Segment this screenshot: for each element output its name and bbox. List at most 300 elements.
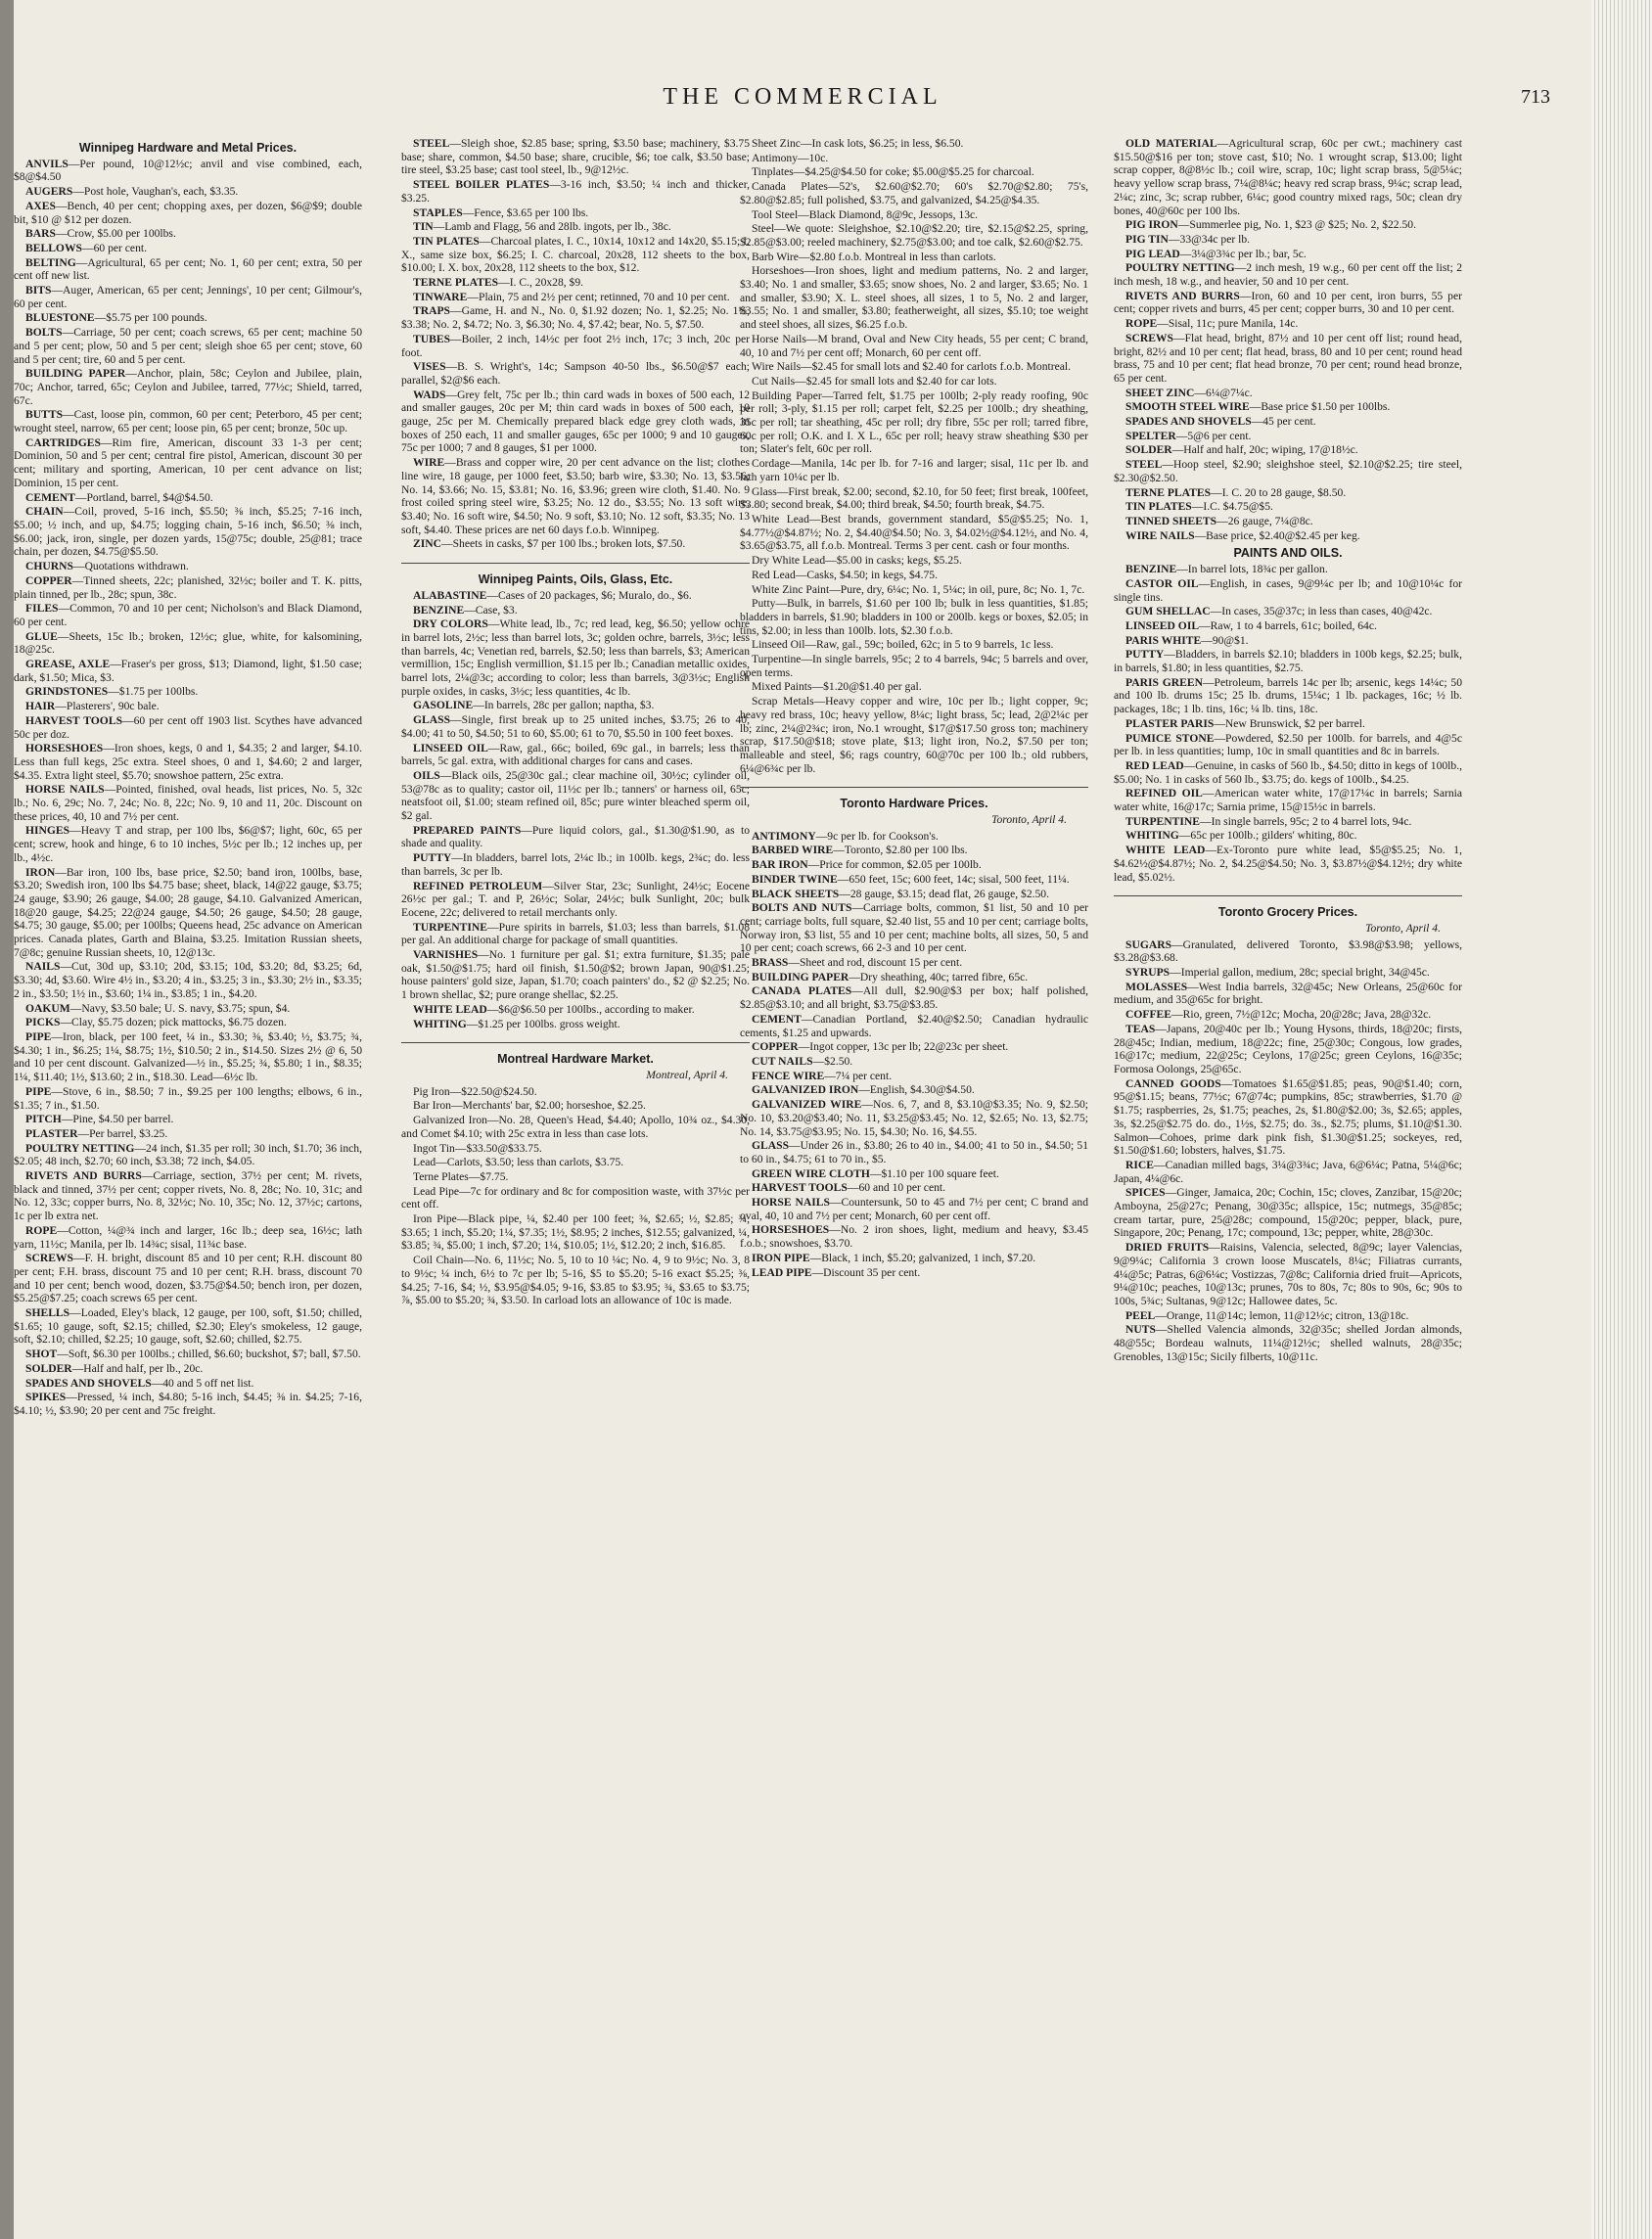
price-details: —Cotton, ¼@¾ inch and larger, 16c lb.; deep sea, 16½c; lath yarn, 11½c; Manila, per lb. 14¾c; sisal, 11¾c base. [14,1223,362,1251]
commodity-name: SPELTER [1125,429,1176,442]
price-entry [740,264,1088,332]
commodity-name: BRASS [752,956,789,970]
price-entry [14,284,362,310]
commodity-name: SPICES [1125,1186,1166,1200]
price-entry [14,256,362,283]
commodity-name: WADS [413,388,446,401]
price-details: —Common, 70 and 10 per cent; Nicholson's and Black Diamond, 60 per cent. [14,602,362,628]
price-entry [401,589,750,603]
commodity-name: PIPE [25,1084,52,1098]
price-entry [740,375,1088,388]
commodity-name: WHITE LEAD [1125,844,1206,857]
price-entry [1114,458,1462,484]
commodity-name: TEAS [1125,1022,1156,1035]
price-entry [401,769,750,823]
price-details: Mixed Paints—$1.20@$1.40 per gal. [752,680,922,694]
section-heading: Winnipeg Hardware and Metal Prices. [78,141,298,155]
commodity-name: BUILDING PAPER [25,367,126,381]
commodity-name: TURPENTINE [413,920,488,934]
price-details: —Bladders, in barrels $2.10; bladders in 100b kegs, $2.25; bulk, in barrels, $1.80; in less quantities, $2.75. [1114,648,1462,675]
price-details: —Grey felt, 75c per lb.; thin card wads in boxes of 500 each, 12 and smaller gauges, 20c per M; thin card wads in boxes of 500 each, 10 gauge, 25c per M. Chemically prepared black edge grey cloth wads, in boxes of 250 each, 11 and smaller gauges, 65c per 1000; 9 and 10 gauges, 75c per 1000; 7 and 8 gauges, $1 per 1000. [401,388,750,455]
price-entry [740,485,1088,512]
price-details: Building Paper—Tarred felt, $1.75 per 100lb; 2-ply ready roofing, 90c per roll; 3-ply, $1.15 per roll; carpet felt, $2.25 per 100lb.; dry sheathing, 35c per roll; tar sheathing, 45c per roll; dry fibre, 55c per roll; tarred fibre, 60c per roll; O.K. and I. X L., 65c per roll; heavy straw sheathing $30 per ton; Slater's felt, 60c per roll. [740,388,1088,456]
price-details: —Pressed, ¼ inch, $4.80; 5-16 inch, $4.45; ⅜ in. $4.25; 7-16, $4.10; ½, $3.90; 20 per cent and 75c freight. [14,1391,362,1417]
commodity-name: ZINC [413,537,441,551]
price-entry [401,388,750,456]
price-details: —Pure spirits in barrels, $1.03; less than barrels, $1.08 per gal. An additional charge for package of small quantities. [401,920,750,947]
commodity-name: STEEL BOILER PLATES [413,178,550,192]
book-binding [0,0,14,2239]
price-details: —60 per cent off 1903 list. Scythes have advanced 50c per doz. [14,713,362,741]
commodity-name: POULTRY NETTING [1125,261,1235,275]
commodity-name: PITCH [25,1113,62,1126]
price-details: —Stove, 6 in., $8.50; 7 in., $9.25 per 100 lengths; elbows, 6 in., $1.35; 7 in., $1.50. [14,1084,362,1112]
commodity-name: SHOT [25,1348,58,1361]
price-entry [1114,1309,1462,1323]
price-entry [14,242,362,255]
price-details: —All dull, $2.90@$3 per box; half polished, $2.85@$3.10; and all bright, $3.75@$3.85. [740,984,1088,1012]
price-details: —Heavy T and strap, per 100 lbs, $6@$7; light, 60c, 65 per cent; screw, hook and hinge, 6 to 10 inches, 5½c per lb.; 12 inches up, per lb., 4½c. [14,824,362,864]
price-details: —Discount 35 per cent. [811,1265,921,1279]
price-details: —Cases of 20 packages, $6; Muralo, do., $6. [486,588,692,602]
commodity-name: IRON [25,865,56,879]
commodity-name: GASOLINE [413,699,474,712]
price-entry [14,1348,362,1361]
price-entry [401,1018,750,1031]
price-details: —Dry sheathing, 40c; tarred fibre, 65c. [849,970,1029,983]
price-entry [401,1085,750,1099]
commodity-name: AXES [25,199,56,212]
price-details: Dry White Lead—$5.00 in casks; kegs, $5.25. [752,554,962,568]
commodity-name: SHELLS [25,1306,70,1320]
commodity-name: OILS [413,768,440,782]
commodity-name: STEEL [1125,458,1163,472]
price-entry [1114,529,1462,543]
price-details: —Bench, 40 per cent; chopping axes, per dozen, $6@$9; double bit, $10 @ $12 per dozen. [14,199,362,226]
price-details: Red Lead—Casks, $4.50; in kegs, $4.75. [752,568,938,581]
commodity-name: RED LEAD [1125,758,1184,772]
commodity-name: SOLDER [25,1361,72,1375]
price-details: Galvanized Iron—No. 28, Queen's Head, $4.40; Apollo, 10¾ oz., $4.30, and Comet $4.10; with 25c extra in less than case lots. [401,1114,750,1140]
price-entry [14,560,362,573]
price-details: —Per pound, 10@12½c; anvil and vise combined, each, $8@$4.50 [14,157,362,184]
price-details: Scrap Metals—Heavy copper and wire, 10c per lb.; light copper, 9c; heavy red brass, 10c; heavy yellow, 8¼c; light brass, 5c; lead, 2@2¼c per lb; zinc, 2¼@2¾c; iron, No.1 wrought, $17@$17.50 gross ton; machinery scrap, $17.50@$18; stove plate, $13; light iron, No.2, $7.50 per ton; malleable and steel, $6; rags country, 60@70c per 100 lb.; old rubbers, 6¼@6¾c per lb. [740,695,1088,775]
price-details: —Half and half, 20c; wiping, 17@18½c. [1171,443,1358,457]
commodity-name: SOLDER [1125,443,1172,457]
commodity-name: SPADES AND SHOVELS [1125,415,1252,429]
price-entry [14,1030,362,1084]
commodity-name: ROPE [25,1223,58,1237]
price-details: —Nos. 6, 7, and 8, $3.10@$3.35; No. 9, $2.50; No. 10, $3.20@$3.40; No. 11, $3.25@$3.45; No. 12, $2.65; No. 13, $2.75; No. 14, $3.75@$3.95; No. 15, $4.30; No. 16, $4.55. [740,1098,1089,1138]
price-details: —Fence, $3.65 per 100 lbs. [462,206,589,219]
price-details: —60 per cent. [82,241,147,254]
price-entry [14,1002,362,1016]
price-details: Canada Plates—52's, $2.60@$2.70; 60's $2.70@$2.80; 75's, $2.80@$2.85; full polished, $3.75, and galvanized, $4.25@$4.35. [740,180,1088,206]
price-entry [1114,966,1462,980]
price-entry [401,1114,750,1140]
price-details: —Sheets, 15c lb.; broken, 12½c; glue, white, for kalsomining, 18@25c. [14,629,362,657]
commodity-name: BENZINE [413,603,465,617]
page-header [14,84,1591,114]
price-details: —White lead, lb., 7c; red lead, keg, $6.50; yellow ochre in barrel lots, 2½c; less than barrel lots, 3c; golden ochre, barrels, 3½c; less than barrels, 4c; Venetian red, barrels, $2.50; less than barrels, $3; American vermillion, 15c; English vermillion, $1.15 per lb.; Canadian metallic oxides, barrel lots, 2¼@3c; according to color; less than barrels, 3@3½c; English purple oxides, in casks, 3½c; less quantities, 4c lb. [401,617,751,698]
commodity-name: NUTS [1125,1323,1156,1337]
price-entry [14,630,362,657]
price-details: —Iron, black, per 100 feet, ¼ in., $3.30; ⅜, $3.40; ½, $3.75; ¾, $4.30; 1 in., $6.25; 1¼, $8.75; 1½, $10.50; 2 in., $14.50. Sizes 2½ @ 6, 50 and 10 per cent discount. Galvanized—½ in., $5.25; ¾, $5.80; 1 in., $8.35; 1¼, $11.40; 1½, $13.60; 2 in., $18.30. Lead—6½c lb. [14,1030,362,1084]
price-entry [14,1127,362,1141]
commodity-name: COPPER [752,1040,799,1054]
price-details: —3¼@3¾c per lb.; bar, 5c. [1179,247,1307,260]
commodity-name: VARNISHES [413,948,479,962]
commodity-name: HORSESHOES [25,742,104,755]
price-entry [740,873,1088,887]
commodity-name: GUM SHELLAC [1125,605,1211,618]
commodity-name: GLASS [752,1139,790,1153]
price-details: —$1.10 per 100 square feet. [869,1166,999,1180]
commodity-name: PIPE [25,1030,52,1043]
commodity-name: BLACK SHEETS [752,887,840,900]
dateline: Montreal, April 4. [646,1069,728,1081]
price-entry [401,235,750,275]
price-entry [740,251,1088,264]
price-entry [14,227,362,241]
price-entry [1114,137,1462,217]
commodity-name: PIG IRON [1125,218,1178,232]
price-entry [14,960,362,1000]
price-entry [740,844,1088,857]
commodity-name: BUILDING PAPER [752,970,849,983]
price-entry [401,333,750,359]
price-entry [14,311,362,325]
price-entry [740,1098,1088,1138]
price-details: —Black oils, 25@30c gal.; clear machine oil, 30½c; cylinder oil, 53@78c as to quality; castor oil, 11½c per lb.; tanners' or harness oil, 65c; neatsfoot oil, $1.00; steam refined oil, 85c; pure winter bleached sperm oil, $2 gal. [401,768,750,823]
price-details: Horse Nails—M brand, Oval and New City heads, 55 per cent; C brand, 40, 10 and 7½ per cent off; Monarch, 60 per cent off. [740,332,1088,359]
price-entry [1114,676,1462,716]
price-entry [740,389,1088,457]
price-entry [1114,515,1462,528]
price-entry [740,858,1088,872]
price-details: —Tomatoes $1.65@$1.85; peas, 90@$1.40; corn, 95@$1.15; beans, 77½c; 67@74c; pumpkins, 85c; strawberries, $1.70 @ $1.75; raspberries, 2s, $1.75; peaches, 2s, $1.80@$2.00; 3s, $2.65; apples, 3s, $2.25@$2.75 do. do., 1½s, $2.75; do. 3s., $2.75; plums, $1.10@$1.30. Salmon—Cohoes, prime dark pink fish, $1.30@$1.25; sockeyes, red, $1.50@$1.60; lobsters, halves, $1.75. [1114,1076,1462,1158]
commodity-name: FILES [25,602,59,616]
price-entry [1114,415,1462,429]
price-details: —In single barrels, 95c; 2 to 4 barrel lots, 94c. [1200,814,1412,828]
commodity-name: PARIS GREEN [1125,675,1203,689]
section-heading: Winnipeg Paints, Oils, Glass, Etc. [401,563,750,587]
commodity-name: SMOOTH STEEL WIRE [1125,400,1250,414]
price-entry [740,554,1088,568]
price-entry [1114,563,1462,576]
commodity-name: PIG TIN [1125,232,1169,246]
price-details: —7¼ per cent. [824,1069,893,1082]
price-details: —9c per lb. for Cookson's. [815,829,939,843]
commodity-name: GRINDSTONES [25,685,109,699]
price-entry [1114,430,1462,443]
price-details: —Pure liquid colors, gal., $1.30@$1.90, as to shade and quality. [401,823,751,850]
price-entry [740,1070,1088,1083]
commodity-name: SPADES AND SHOVELS [25,1376,152,1390]
section-heading: PAINTS AND OILS. [1233,546,1343,561]
commodity-name: SCREWS [1125,331,1173,344]
price-details: —B. S. Wright's, 14c; Sampson 40-50 lbs., $6.50@$7 each; parallel, $2@$6 each. [401,360,750,387]
commodity-name: STEEL [413,137,450,150]
price-details: —In barrels, 28c per gallon; naptha, $3. [473,699,655,712]
price-details: —Carriage, section, 37½ per cent; M. rivets, black and tinned, 37½ per cent; copper rivets, No. 8, 28c; No. 10, 31c; and No. 12, 33c; copper burrs, No. 8, 32½c; No. 10, 35c; No. 12, 37½c; cartons, 1c per lb extra net. [14,1169,362,1223]
commodity-name: HORSESHOES [752,1223,830,1237]
commodity-name: ANTIMONY [752,829,816,843]
price-details: —40 and 5 off net list. [151,1376,254,1390]
price-entry [1114,248,1462,261]
price-details: —Summerlee pig, No. 1, $23 @ $25; No. 2, $22.50. [1177,218,1416,232]
commodity-name: COFFEE [1125,1008,1172,1022]
price-details: —English, in cases, 9@9¼c per lb; and 10@10¼c for single tins. [1114,576,1462,604]
commodity-name: BITS [25,284,52,297]
commodity-name: ROPE [1125,317,1158,331]
price-entry [401,1003,750,1017]
price-entry [740,1055,1088,1069]
price-entry [740,222,1088,249]
price-details: —Single, first break up to 25 united inches, $3.75; 26 to 40, $4.00; 41 to 50, $4.50; 51 to 60, $5.00; 61 to 70, $5.50 in 100 feet boxes. [401,713,750,740]
price-details: —Hoop steel, $2.90; sleighshoe steel, $2.10@$2.25; tire steel, $2.30@$2.50. [1114,458,1462,484]
commodity-name: BUTTS [25,408,64,422]
price-details: —Ingot copper, 13c per lb; 22@23c per sheet. [798,1040,1009,1054]
commodity-name: BELLOWS [25,241,82,254]
price-details: —Per barrel, $3.25. [77,1126,168,1140]
newspaper-page [14,0,1591,2239]
commodity-name: PIG LEAD [1125,247,1180,260]
commodity-name: ANVILS [25,157,69,170]
price-entry [14,714,362,741]
price-details: —Quotations withdrawn. [72,560,189,573]
price-entry [740,830,1088,844]
commodity-name: HAIR [25,700,56,713]
price-details: —65c per 100lb.; gilders' whiting, 80c. [1178,829,1357,843]
commodity-name: BENZINE [1125,563,1177,576]
price-details: Steel—We quote: Sleighshoe, $2.10@$2.20; tire, $2.15@$2.25, spring, $2.85@$3.00; reeled machinery, $2.75@$3.00; and toe calk, $2.60@$2.75. [740,222,1088,249]
price-entry [740,984,1088,1011]
price-entry [740,901,1088,955]
commodity-name: IRON PIPE [752,1251,810,1264]
price-details: —Clay, $5.75 dozen; pick mattocks, $6.75 dozen. [60,1016,287,1029]
price-details: Lead—Carlots, $3.50; less than carlots, $3.75. [413,1156,624,1169]
commodity-name: DRIED FRUITS [1125,1241,1210,1255]
commodity-name: ALABASTINE [413,588,487,602]
price-entry [401,456,750,536]
price-details: —Lamb and Flagg, 56 and 28lb. ingots, per lb., 38c. [433,220,671,234]
price-entry [14,1306,362,1347]
price-details: —3-16 inch, $3.50; ¼ inch and thicker, $3.25. [401,178,750,205]
price-entry [740,1083,1088,1097]
price-details: —33@34c per lb. [1168,232,1251,246]
price-details: —Cast, loose pin, common, 60 per cent; Peterboro, 45 per cent; wrought steel, narrow, 65 per cent; loose pin, 65 per cent; bronze, 50c up. [14,408,362,435]
price-entry [14,185,362,199]
price-details: —Toronto, $2.80 per 100 lbs. [833,844,968,857]
commodity-name: BAR IRON [752,858,808,872]
price-details: —Charcoal plates, I. C., 10x14, 10x12 and 14x20, $5.15; I. X., same size box, $6.25; I. C. charcoal, 20x28, 112 sheets to the box, $10.00; I. X. box, 20x28, 112 sheets to the box, $12. [401,234,751,275]
price-entry [740,180,1088,206]
price-entry [401,604,750,617]
price-details: —I. C., 20x28, $9. [498,276,584,290]
commodity-name: LEAD PIPE [752,1265,812,1279]
price-entry [14,742,362,782]
price-details: —Canadian Portland, $2.40@$2.50; Canadian hydraulic cements, $1.25 and upwards. [740,1012,1088,1039]
price-details: —Granulated, delivered Toronto, $3.98@$3.98; yellows, $3.28@$3.68. [1114,937,1462,965]
commodity-name: GLASS [413,713,451,727]
price-entry [1114,648,1462,674]
price-details: Tool Steel—Black Diamond, 8@9c, Jessops, 13c. [752,207,979,221]
price-entry [740,695,1088,775]
price-details: —Navy, $3.50 bale; U. S. navy, $3.75; spun, $4. [69,1001,291,1015]
price-entry [1114,577,1462,604]
commodity-name: WIRE [413,456,445,470]
price-details: —Loaded, Eley's black, 12 gauge, per 100, soft, $1.50; chilled, $1.65; 10 gauge, soft, $2.15; chilled, $2.30; Eley's smokeless, 12 gauge, soft, $2.10; chilled, $2.25; 10 gauge, soft, $2.60; chilled, $2.75. [14,1306,362,1347]
page-number: 713 [1521,86,1550,108]
price-details: —Flat head, bright, 87½ and 10 per cent off list; round head, bright, 82½ and 10 per cent; flat head, brass, 80 and 10 per cent; round head brass, 75 and 10 per cent; flat head bronze, 70 per cent; round head bronze, 65 per cent. [1114,331,1462,385]
price-details: —Powdered, $2.50 per 100lb. for barrels, and 4@5c per lb. in less quantities; lump, 10c in small quantities and 8c in barrels. [1114,731,1462,758]
price-details: —Agricultural, 65 per cent; No. 1, 60 per cent; extra, 50 per cent off new list. [14,255,362,283]
commodity-name: VISES [413,360,446,374]
price-entry [14,200,362,226]
price-entry [1114,1159,1462,1185]
price-details: —$6@$6.50 per 100lbs., according to maker. [486,1002,695,1016]
text-column-1 [14,137,362,1419]
price-details: Tinplates—$4.25@$4.50 for coke; $5.00@$5.25 for charcoal. [752,165,1034,179]
price-entry [740,653,1088,679]
commodity-name: GALVANIZED IRON [752,1083,859,1097]
section-heading: Toronto Grocery Prices. [1114,895,1462,920]
price-details: —No. 1 furniture per gal. $1; extra furniture, $1.35; pale oak, $1.50@$1.75; hard oil finish, $1.50@$2; brown Japan, 90@$1.25; house painters' gold size, Japan, $1.70; coach painters' do., $2 @ $2.25; No. 1 brown shellac, $2; pure orange shellac, $2.25. [401,948,750,1002]
price-entry [14,1391,362,1417]
price-entry [1114,1077,1462,1158]
commodity-name: RIVETS AND BURRS [1125,289,1240,302]
price-details: Cut Nails—$2.45 for small lots and $2.40 for car lots. [752,374,997,388]
price-details: —I.C. $4.75@$5. [1191,500,1273,514]
commodity-name: TIN PLATES [1125,500,1192,514]
price-entry [14,602,362,628]
price-details: —Portland, barrel, $4@$4.50. [74,490,213,504]
commodity-name: DRY COLORS [413,617,488,631]
publication-title: THE COMMERCIAL [663,84,942,110]
commodity-name: GALVANIZED WIRE [752,1098,862,1112]
commodity-name: LINSEED OIL [1125,618,1200,632]
price-entry [740,1266,1088,1280]
commodity-name: OLD MATERIAL [1125,137,1217,150]
price-entry [740,208,1088,222]
price-details: —Genuine, in casks of 560 lb., $4.50; ditto in kegs of 100lb., $5.00; No. 1 in casks of 560 lb., $3.75; do. kegs of 100lb., $4.25. [1114,758,1462,786]
price-entry [14,658,362,684]
commodity-name: TUBES [413,332,451,345]
price-entry [401,220,750,234]
commodity-name: COPPER [25,573,72,587]
price-details: —Under 26 in., $3.80; 26 to 40 in., $4.00; 41 to 50 in., $4.50; 51 to 60 in., $4.75; 61 to 70 in., $5. [740,1139,1088,1165]
price-details: —West India barrels, 32@45c; New Orleans, 25@60c for medium, and 35@65c for bright. [1114,980,1462,1007]
price-entry [740,971,1088,984]
commodity-name: PUTTY [413,851,452,865]
price-entry [401,137,750,177]
price-entry [740,597,1088,637]
price-entry [1114,619,1462,633]
price-entry [740,1013,1088,1039]
price-entry [1114,938,1462,965]
commodity-name: STAPLES [413,206,463,219]
price-entry [740,1181,1088,1195]
price-details: —New Brunswick, $2 per barrel. [1214,716,1365,730]
price-entry [740,956,1088,970]
price-details: Bar Iron—Merchants' bar, $2.00; horseshoe, $2.25. [413,1099,646,1113]
price-details: —Carriage, 50 per cent; coach screws, 65 per cent; machine 50 and 5 per cent; plow, 50 and 5 per cent; sleigh shoe 65 per cent; stove, 60 and 5 per cent; tire, 60 and 5 per cent. [14,326,362,366]
price-details: —In barrel lots, 18¾c per gallon. [1176,563,1328,576]
page-edges [1591,0,1652,2239]
price-details: —Plain, 75 and 2½ per cent; retinned, 70 and 10 per cent. [467,290,730,303]
price-entry [740,1223,1088,1250]
price-entry [401,206,750,220]
commodity-name: CHURNS [25,560,73,573]
text-column-4 [1114,137,1462,1364]
commodity-name: NAILS [25,960,61,974]
price-details: —Boiler, 2 inch, 14½c per foot 2½ inch, 17c; 3 inch, 20c per foot. [401,332,750,359]
price-details: —English, $4.30@$4.50. [858,1083,975,1097]
price-details: —Canadian milled bags, 3¼@3¾c; Java, 6@6¼c; Patna, 5¼@6c; Japan, 4¼@6c. [1114,1158,1462,1185]
price-entry [740,165,1088,179]
price-details: —Countersunk, 50 to 45 and 7½ per cent; C brand and oval, 40, 10 and 7½ per cent; Monarch, 60 per cent off. [740,1196,1088,1222]
price-details: —Agricultural scrap, 60c per cwt.; machinery cast $15.50@$16 per ton; stove cast, $10; No. 1 wrought scrap, $13.00; light scrap copper, 8@8½c lb.; coil wire, scrap, 10c; light scrap brass, 5@5¼c; heavy yellow scrap brass, 7¼@8¼c; heavy red scrap brass, 9¼c; scrap lead, 2¼c; zinc, 3c; scrap rubber, 6¼c; good country mixed rags, 50c; clean dry bones, 40@60c per 100 lbs. [1114,137,1462,217]
commodity-name: BINDER TWINE [752,872,838,886]
price-details: —Case, $3. [464,603,518,617]
price-entry [401,880,750,920]
commodity-name: CASTOR OIL [1125,576,1199,590]
commodity-name: PLASTER [25,1126,78,1140]
price-entry [14,326,362,366]
commodity-name: REFINED OIL [1125,787,1203,800]
section-heading: Montreal Hardware Market. [401,1042,750,1067]
price-entry [1114,844,1462,884]
price-entry [740,1167,1088,1181]
price-entry [14,1224,362,1251]
price-details: —Game, H. and N., No. 0, $1.92 dozen; No. 1, $2.25; No. 1½, $3.38; No. 2, $4.72; No. 3, $6.30; No. 4, $7.42; bear, No. 5, $7.50. [401,304,750,332]
commodity-name: HORSE NAILS [752,1196,830,1210]
price-entry [14,367,362,407]
price-details: —In bladders, barrel lots, 2¼c lb.; in 100lb. kegs, 2¾c; do. less than barrels, 3c per lb. [401,851,750,878]
price-entry [401,1185,750,1211]
price-entry [401,360,750,387]
commodity-name: PUMICE STONE [1125,731,1215,745]
commodity-name: BARS [25,227,56,241]
commodity-name: TIN [413,220,434,234]
commodity-name: CHAIN [25,505,64,519]
price-details: —Sheets in casks, $7 per 100 lbs.; broken lots, $7.50. [441,537,686,551]
price-entry [401,921,750,947]
price-details: —5@6 per cent. [1175,429,1252,442]
price-entry [401,1156,750,1169]
commodity-name: WIRE NAILS [1125,528,1195,542]
price-details: —Petroleum, barrels 14c per lb; arsenic, kegs 14¼c; 50 and 100 lb. drums 15c; 25 lb. drums, 15¼c; 1 lb. packages, 16c; ½ lb. packages, 18c; 1 lb. tins, 16c; ¼ lb. tins, 18c. [1114,675,1462,716]
price-entry [401,851,750,878]
price-details: Terne Plates—$7.75. [413,1169,509,1183]
price-entry [1114,1023,1462,1076]
commodity-name: CEMENT [752,1012,802,1026]
price-details: —Coil, proved, 5-16 inch, $5.50; ⅜ inch, $5.25; 7-16 inch, $5.00; ½ inch, and up, $4.75; logging chain, 5-16 inch, $6.50; ⅜ inch, $6.00; jack, iron, single, per dozen yards, 15@75c; double, 25@81; trace chain, per dozen, $4.75@$5.50. [14,505,362,559]
price-entry [401,178,750,205]
price-details: —Fraser's per gross, $13; Diamond, light, $1.50 case; dark, $1.50; Mica, $3. [14,658,362,684]
price-entry [1114,486,1462,500]
commodity-name: BOLTS AND NUTS [752,901,852,915]
commodity-name: HARVEST TOOLS [25,713,123,727]
price-details: —Raw, gal., 66c; boiled, 69c gal., in barrels; less than barrels, 5c gal. extra, with additional charges for cans and cases. [401,741,750,768]
price-entry [1114,732,1462,758]
price-entry [401,742,750,768]
commodity-name: BOLTS [25,326,63,340]
commodity-name: HARVEST TOOLS [752,1181,848,1195]
price-entry [401,276,750,290]
price-entry [14,1085,362,1112]
